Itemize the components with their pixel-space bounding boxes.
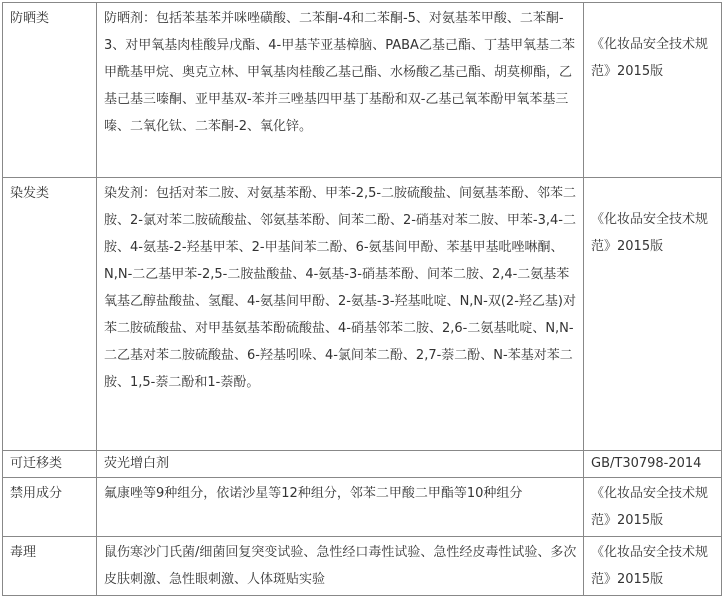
- content-cell: 鼠伤寒沙门氏菌/细菌回复突变试验、急性经口毒性试验、急性经皮毒性试验、多次皮肤刺激、急性眼刺激、人体斑贴实验: [97, 537, 584, 596]
- table-row: [3, 537, 722, 596]
- reference-cell: 《化妆品安全技术规范》2015版: [584, 178, 722, 451]
- content-cell: 防晒剂：包括苯基苯并咪唑磺酸、二苯酮-4和二苯酮-5、对氨基苯甲酸、二苯酮-3、对甲氧基肉桂酸异戊酯、4-甲基苄亚基樟脑、PABA乙基己酯、丁基甲氧基二苯甲酰基甲烷、奥克立林、甲氧基肉桂酸乙基己酯、水杨酸乙基己酯、胡莫柳酯，乙基己基三嗪酮、亚甲基双-苯并三唑基四甲基丁基酚和双-乙基己氧苯酚甲氧苯基三嗪、二氧化钛、二苯酮-2、氧化锌。: [97, 3, 584, 178]
- category-cell: 毒理: [3, 537, 97, 596]
- category-cell: 染发类: [3, 178, 97, 451]
- table-row: [3, 3, 722, 178]
- reference-cell: 《化妆品安全技术规范》2015版: [584, 478, 722, 537]
- category-cell: 禁用成分: [3, 478, 97, 537]
- content-cell: 氟康唑等9种组分，依诺沙星等12种组分，邻苯二甲酸二甲酯等10种组分: [97, 478, 584, 537]
- category-cell: 防晒类: [3, 3, 97, 178]
- reference-cell: 《化妆品安全技术规范》2015版: [584, 537, 722, 596]
- ingredient-table: [2, 2, 722, 596]
- content-cell: 荧光增白剂: [97, 451, 584, 478]
- content-cell: 染发剂：包括对苯二胺、对氨基苯酚、甲苯-2,5-二胺硫酸盐、间氨基苯酚、邻苯二胺、2-氯对苯二胺硫酸盐、邻氨基苯酚、间苯二酚、2-硝基对苯二胺、甲苯-3,4-二胺、4-氨基-2-羟基甲苯、2-甲基间苯二酚、6-氨基间甲酚、苯基甲基吡唑啉酮、N,N-二乙基甲苯-2,5-二胺盐酸盐、4-氨基-3-硝基苯酚、间苯二胺、2,4-二氨基苯氧基乙醇盐酸盐、氢醌、4-氨基间甲酚、2-氨基-3-羟基吡啶、N,N-双(2-羟乙基)对苯二胺硫酸盐、对甲基氨基苯酚硫酸盐、4-硝基邻苯二胺、2,6-二氨基吡啶、N,N-二乙基对苯二胺硫酸盐、6-羟基吲哚、4-氯间苯二酚、2,7-萘二酚、N-苯基对苯二胺、1,5-萘二酚和1-萘酚。: [97, 178, 584, 451]
- reference-cell: 《化妆品安全技术规范》2015版: [584, 3, 722, 178]
- table-row: [3, 451, 722, 478]
- reference-cell: GB/T30798-2014: [584, 451, 722, 478]
- category-cell: 可迁移类: [3, 451, 97, 478]
- table-row: [3, 478, 722, 537]
- table-row: [3, 178, 722, 451]
